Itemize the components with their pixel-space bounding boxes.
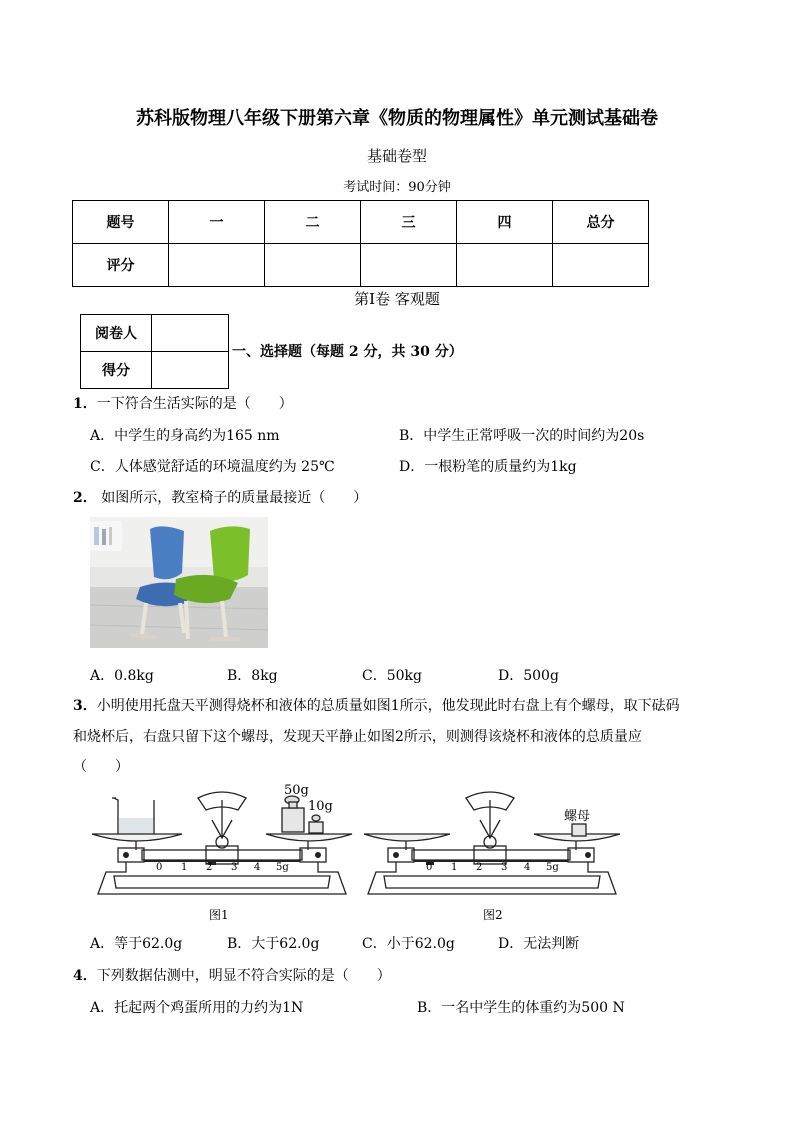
score-cell[interactable] — [265, 244, 361, 287]
section-title: 第Ⅰ卷 客观题 — [354, 290, 440, 308]
balance-figure-2 — [362, 780, 624, 925]
q4-option-b[interactable]: B．一名中学生的体重约为500 N — [417, 1000, 625, 1016]
reviewer-label: 阅卷人 — [81, 315, 152, 352]
weight-50g-label: 50g — [284, 783, 309, 798]
scale-tick: 4 — [524, 862, 531, 873]
scale-tick: 3 — [231, 862, 238, 873]
q3-option-a[interactable]: A．等于62.0g — [90, 936, 183, 952]
question-3-line-2: 和烧杯后，右盘只留下这个螺母，发现天平静止如图2所示，则测得该烧杯和液体的总质量应 — [73, 729, 642, 745]
reviewer-cell[interactable] — [152, 315, 229, 352]
question-text: 小明使用托盘天平测得烧杯和液体的总质量如图1所示，他发现此时右盘上有个螺母，取下砝码 — [96, 698, 680, 714]
scale-tick: 0 — [426, 862, 433, 873]
q2-option-d[interactable]: D．500g — [498, 668, 559, 684]
score-header-cell: 二 — [265, 201, 361, 244]
scale-tick: 0 — [156, 862, 163, 873]
question-3 — [73, 695, 680, 715]
choice-section-heading: 一、选择题（每题 2 分，共 30 分） — [232, 344, 463, 360]
score-cell[interactable] — [553, 244, 649, 287]
scale-tick: 3 — [501, 862, 508, 873]
scale-tick: 1 — [181, 862, 188, 873]
figure-1-caption: 图1 — [209, 908, 229, 922]
scale-tick: 2 — [206, 862, 213, 873]
weight-10g-label: 10g — [308, 799, 333, 814]
q3-option-b[interactable]: B．大于62.0g — [227, 936, 320, 952]
grader-score-cell[interactable] — [152, 352, 229, 389]
score-header-cell: 四 — [457, 201, 553, 244]
question-text: 下列数据估测中，明显不符合实际的是（ ） — [96, 968, 391, 984]
scale-tick: 4 — [254, 862, 261, 873]
question-number: 4． — [73, 968, 97, 984]
scale-tick: 5g — [546, 862, 559, 873]
q2-option-a[interactable]: A．0.8kg — [90, 668, 154, 684]
q3-option-d[interactable]: D．无法判断 — [498, 936, 580, 952]
score-cell[interactable] — [361, 244, 457, 287]
score-row-label: 评分 — [73, 244, 169, 287]
q2-option-c[interactable]: C．50kg — [362, 668, 422, 684]
score-cell[interactable] — [169, 244, 265, 287]
question-1 — [73, 393, 293, 413]
scale-tick: 5g — [276, 862, 289, 873]
q3-option-c[interactable]: C．小于62.0g — [362, 936, 455, 952]
question-text: 一下符合生活实际的是（ ） — [96, 396, 293, 412]
score-table-score-row — [73, 244, 649, 287]
nut-label: 螺母 — [564, 809, 591, 824]
grader-table — [80, 314, 229, 389]
score-table — [72, 200, 649, 287]
question-number: 2． — [73, 490, 97, 506]
question-number: 1． — [73, 396, 97, 412]
question-number: 3． — [73, 698, 97, 714]
q1-option-a[interactable]: A．中学生的身高约为165 nm — [90, 428, 280, 444]
page-title: 苏科版物理八年级下册第六章《物质的物理属性》单元测试基础卷 — [136, 108, 658, 129]
figure-2-caption: 图2 — [483, 908, 503, 922]
paper-subtitle: 基础卷型 — [366, 147, 427, 165]
score-table-header-row — [73, 201, 649, 244]
q2-option-b[interactable]: B．8kg — [227, 668, 278, 684]
score-cell[interactable] — [457, 244, 553, 287]
q1-option-b[interactable]: B．中学生正常呼吸一次的时间约为20s — [399, 428, 645, 444]
scale-tick: 1 — [451, 862, 458, 873]
question-4 — [73, 965, 391, 985]
exam-time: 考试时间：90分钟 — [343, 180, 451, 195]
q1-option-d[interactable]: D．一根粉笔的质量约为1kg — [399, 459, 577, 475]
score-header-cell: 总分 — [553, 201, 649, 244]
question-text: 如图所示，教室椅子的质量最接近（ ） — [96, 490, 368, 506]
scale-tick: 2 — [476, 862, 483, 873]
balance-figure-1 — [88, 780, 356, 925]
question-3-line-3: （ ） — [73, 759, 129, 775]
grader-score-label: 得分 — [81, 352, 152, 389]
q4-option-a[interactable]: A．托起两个鸡蛋所用的力约为1N — [90, 1000, 304, 1016]
classroom-chairs-photo — [90, 517, 268, 648]
question-2 — [73, 487, 367, 507]
score-header-cell: 三 — [361, 201, 457, 244]
score-header-cell: 题号 — [73, 201, 169, 244]
q1-option-c[interactable]: C．人体感觉舒适的环境温度约为 25℃ — [90, 459, 335, 475]
score-header-cell: 一 — [169, 201, 265, 244]
